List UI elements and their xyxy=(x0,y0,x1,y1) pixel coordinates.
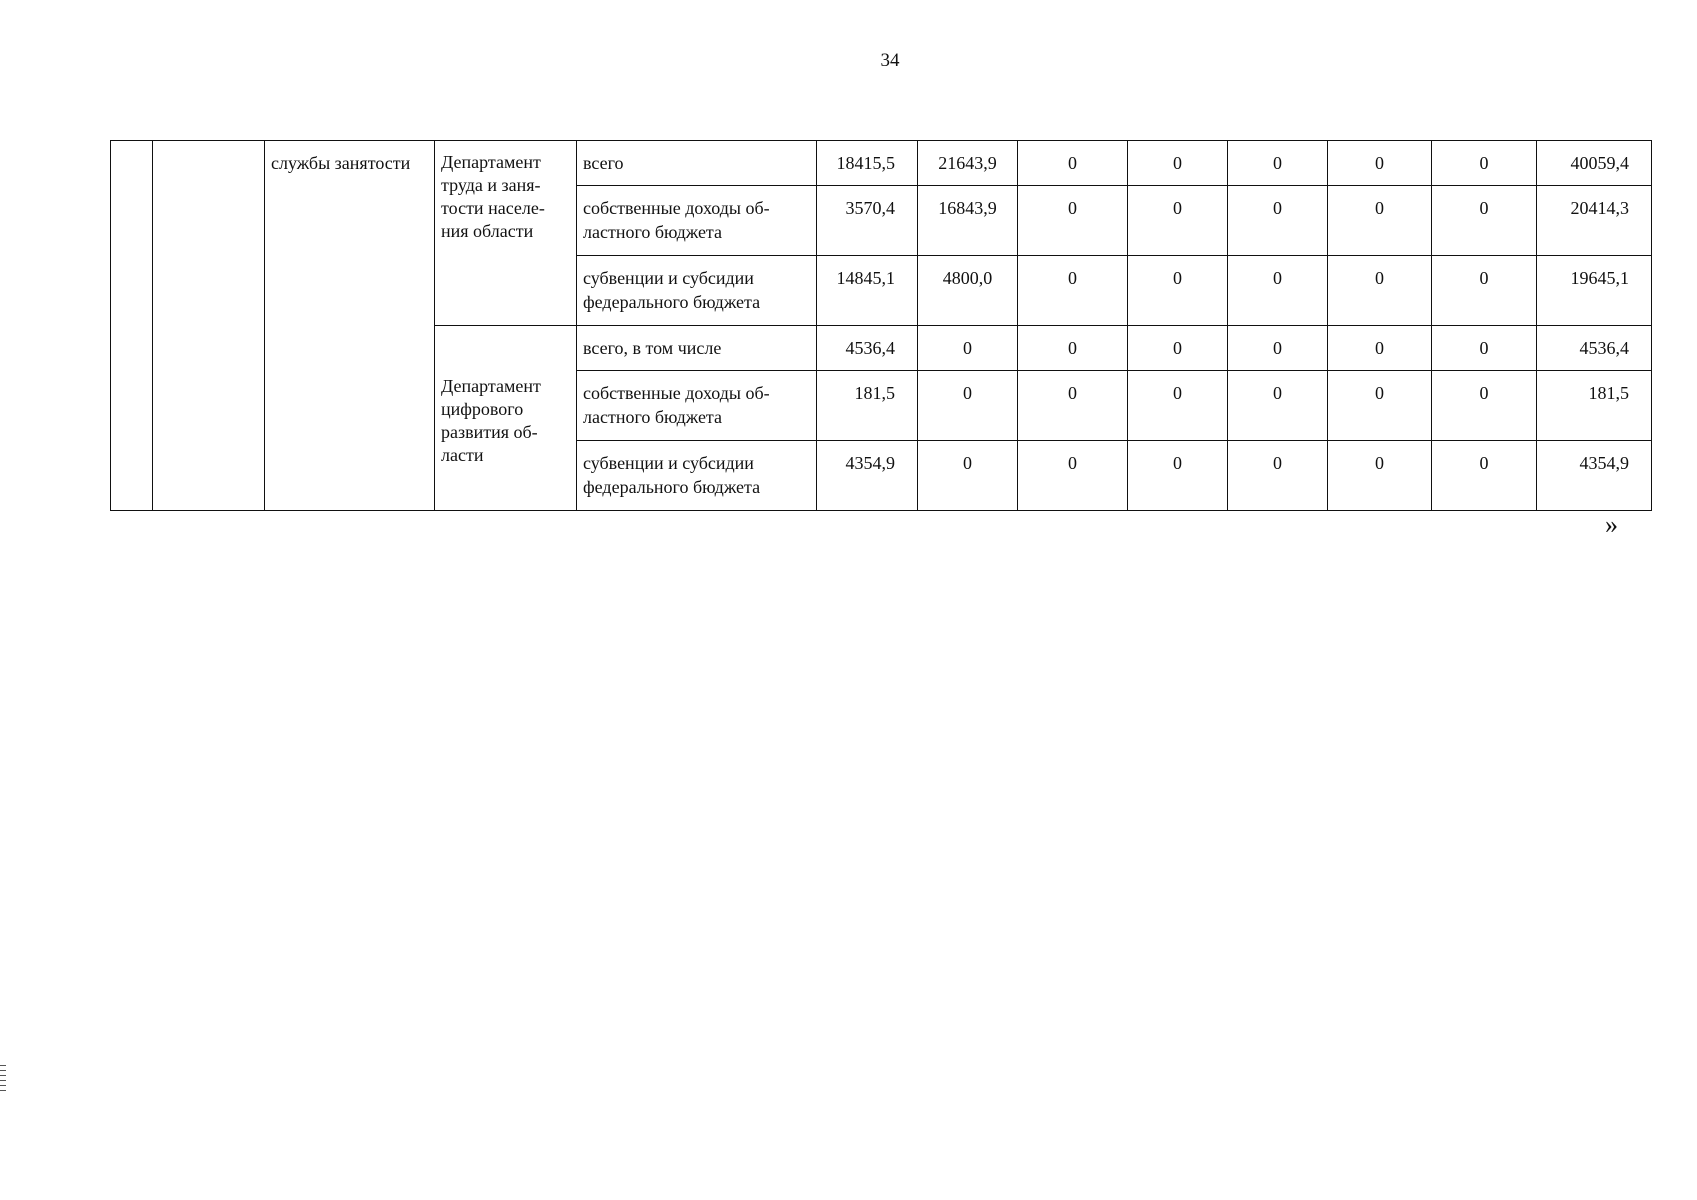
value-cell: 18415,5 xyxy=(817,141,918,186)
value-cell: 0 xyxy=(1432,186,1537,256)
value-cell: 0 xyxy=(1128,371,1228,441)
margin-ticks xyxy=(0,1065,6,1095)
total-cell: 19645,1 xyxy=(1537,256,1652,326)
value-cell: 16843,9 xyxy=(918,186,1018,256)
value-cell: 0 xyxy=(1432,371,1537,441)
value-cell: 0 xyxy=(1018,141,1128,186)
value-cell: 0 xyxy=(1228,256,1328,326)
value-cell: 0 xyxy=(1228,141,1328,186)
value-cell: 0 xyxy=(1432,256,1537,326)
table-row xyxy=(111,141,1652,186)
value-cell: 0 xyxy=(1228,441,1328,511)
value-cell: 0 xyxy=(1328,371,1432,441)
total-cell: 4354,9 xyxy=(1537,441,1652,511)
value-cell: 0 xyxy=(1128,441,1228,511)
continuation-mark: » xyxy=(1605,510,1618,539)
value-cell: 0 xyxy=(918,371,1018,441)
value-cell: 0 xyxy=(1228,326,1328,371)
source-label-cell: всего xyxy=(577,141,817,186)
value-cell: 0 xyxy=(1018,441,1128,511)
value-cell: 0 xyxy=(1432,141,1537,186)
value-cell: 4800,0 xyxy=(918,256,1018,326)
value-cell: 0 xyxy=(1128,141,1228,186)
source-label-cell: собственные доходы об-ластного бюджета xyxy=(577,371,817,441)
group-label-cell: службы занятости xyxy=(265,141,435,511)
total-cell: 40059,4 xyxy=(1537,141,1652,186)
source-label-cell: всего, в том числе xyxy=(577,326,817,371)
page-number: 34 xyxy=(880,50,900,71)
department-name-cell: Департамент труда и заня-тости населе-ния области xyxy=(435,141,577,326)
department-name-cell: Департамент цифрового развития об-ласти xyxy=(435,326,577,511)
value-cell: 0 xyxy=(1228,371,1328,441)
total-cell: 4536,4 xyxy=(1537,326,1652,371)
program-cell xyxy=(153,141,265,511)
value-cell: 0 xyxy=(1432,441,1537,511)
value-cell: 3570,4 xyxy=(817,186,918,256)
value-cell: 0 xyxy=(918,326,1018,371)
number-cell xyxy=(111,141,153,511)
value-cell: 0 xyxy=(1228,186,1328,256)
value-cell: 0 xyxy=(918,441,1018,511)
total-cell: 181,5 xyxy=(1537,371,1652,441)
value-cell: 0 xyxy=(1018,326,1128,371)
value-cell: 181,5 xyxy=(817,371,918,441)
source-label-cell: собственные доходы об-ластного бюджета xyxy=(577,186,817,256)
value-cell: 0 xyxy=(1432,326,1537,371)
total-cell: 20414,3 xyxy=(1537,186,1652,256)
value-cell: 21643,9 xyxy=(918,141,1018,186)
value-cell: 0 xyxy=(1128,186,1228,256)
value-cell: 0 xyxy=(1328,186,1432,256)
value-cell: 4536,4 xyxy=(817,326,918,371)
value-cell: 0 xyxy=(1018,256,1128,326)
value-cell: 4354,9 xyxy=(817,441,918,511)
value-cell: 14845,1 xyxy=(817,256,918,326)
value-cell: 0 xyxy=(1328,256,1432,326)
value-cell: 0 xyxy=(1128,256,1228,326)
value-cell: 0 xyxy=(1128,326,1228,371)
source-label-cell: субвенции и субсидии федерального бюджета xyxy=(577,256,817,326)
value-cell: 0 xyxy=(1018,186,1128,256)
source-label-cell: субвенции и субсидии федерального бюджета xyxy=(577,441,817,511)
value-cell: 0 xyxy=(1328,326,1432,371)
value-cell: 0 xyxy=(1018,371,1128,441)
budget-table xyxy=(110,140,1652,511)
value-cell: 0 xyxy=(1328,441,1432,511)
value-cell: 0 xyxy=(1328,141,1432,186)
